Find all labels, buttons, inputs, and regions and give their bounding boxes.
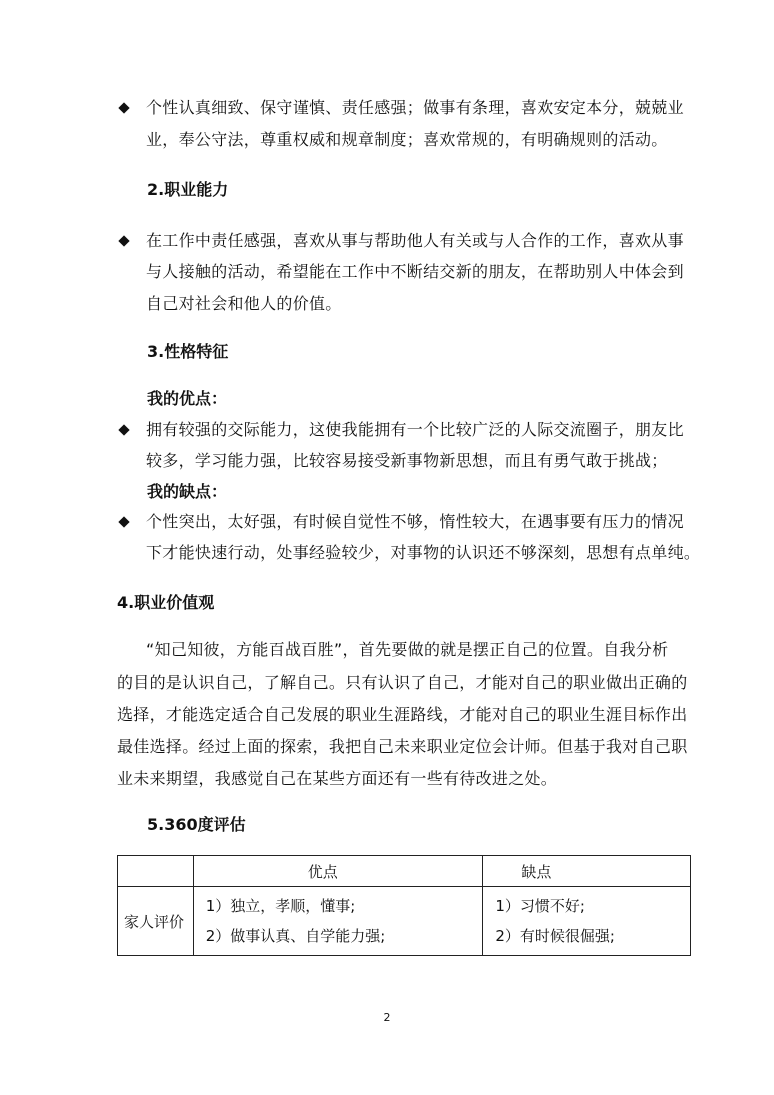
body-line: 下才能快速行动，处事经验较少，对事物的认识还不够深刻，思想有点单纯。 [146,543,701,562]
section-heading-360-evaluation: 5.360度评估 [147,815,246,834]
cell-line: 2）做事认真、自学能力强; [205,927,386,945]
cell-line: 2）有时候很倔强; [495,927,615,945]
body-line: 的目的是认识自己，了解自己。只有认识了自己，才能对自己的职业做出正确的 [117,673,688,692]
table-header-label: 缺点 [521,862,552,881]
body-line: 较多，学习能力强，比较容易接受新事物新思想，而且有勇气敢于挑战； [146,451,668,470]
table-row-label [118,887,194,956]
table-row [118,887,691,956]
row-label-text: 家人评价 [124,912,185,931]
table-header-weaknesses [483,856,691,887]
body-line: 业，奉公守法，尊重权威和规章制度；喜欢常规的，有明确规则的活动。 [146,130,668,149]
table-header-label: 优点 [307,862,338,881]
bullet-diamond-icon [118,235,129,246]
cell-line: 1）习惯不好; [495,897,585,915]
bullet-diamond-icon [118,102,129,113]
table-header-row [118,856,691,887]
body-line: 选择，才能选定适合自己发展的职业生涯路线，才能对自己的职业生涯目标作出 [117,705,688,724]
body-line: 在工作中责任感强，喜欢从事与帮助他人有关或与人合作的工作，喜欢从事 [146,231,684,250]
section-heading-career-values: 4.职业价值观 [117,593,215,612]
body-line: 业未来期望，我感觉自己在某些方面还有一些有待改进之处。 [117,769,558,788]
body-line: 个性认真细致、保守谨慎、责任感强；做事有条理，喜欢安定本分，兢兢业 [146,98,684,117]
body-line: “知己知彼，方能百战百胜”，首先要做的就是摆正自己的位置。自我分析 [146,640,669,659]
cell-line: 1）独立，孝顺，懂事; [205,897,356,915]
body-line: 个性突出，太好强，有时候自觉性不够，惰性较大，在遇事要有压力的情况 [146,512,684,531]
table-cell-strengths [193,887,483,956]
section-heading-personality: 3.性格特征 [147,342,229,361]
body-line: 与人接触的活动，希望能在工作中不断结交新的朋友，在帮助别人中体会到 [146,262,684,281]
table-cell-weaknesses [483,887,691,956]
body-line: 自己对社会和他人的价值。 [146,294,342,313]
body-line: 最佳选择。经过上面的探索，我把自己未来职业定位会计师。但基于我对自己职 [117,737,688,756]
body-line: 拥有较强的交际能力，这使我能拥有一个比较广泛的人际交流圈子，朋友比 [146,420,684,439]
table-header-strengths [193,856,483,887]
strengths-label: 我的优点： [147,389,228,408]
weaknesses-label: 我的缺点： [147,482,228,501]
bullet-diamond-icon [118,424,129,435]
evaluation-table [117,855,691,956]
table-cell-empty [118,856,194,887]
page-number: 2 [383,1011,391,1024]
bullet-diamond-icon [118,516,129,527]
section-heading-career-ability: 2.职业能力 [147,180,229,199]
